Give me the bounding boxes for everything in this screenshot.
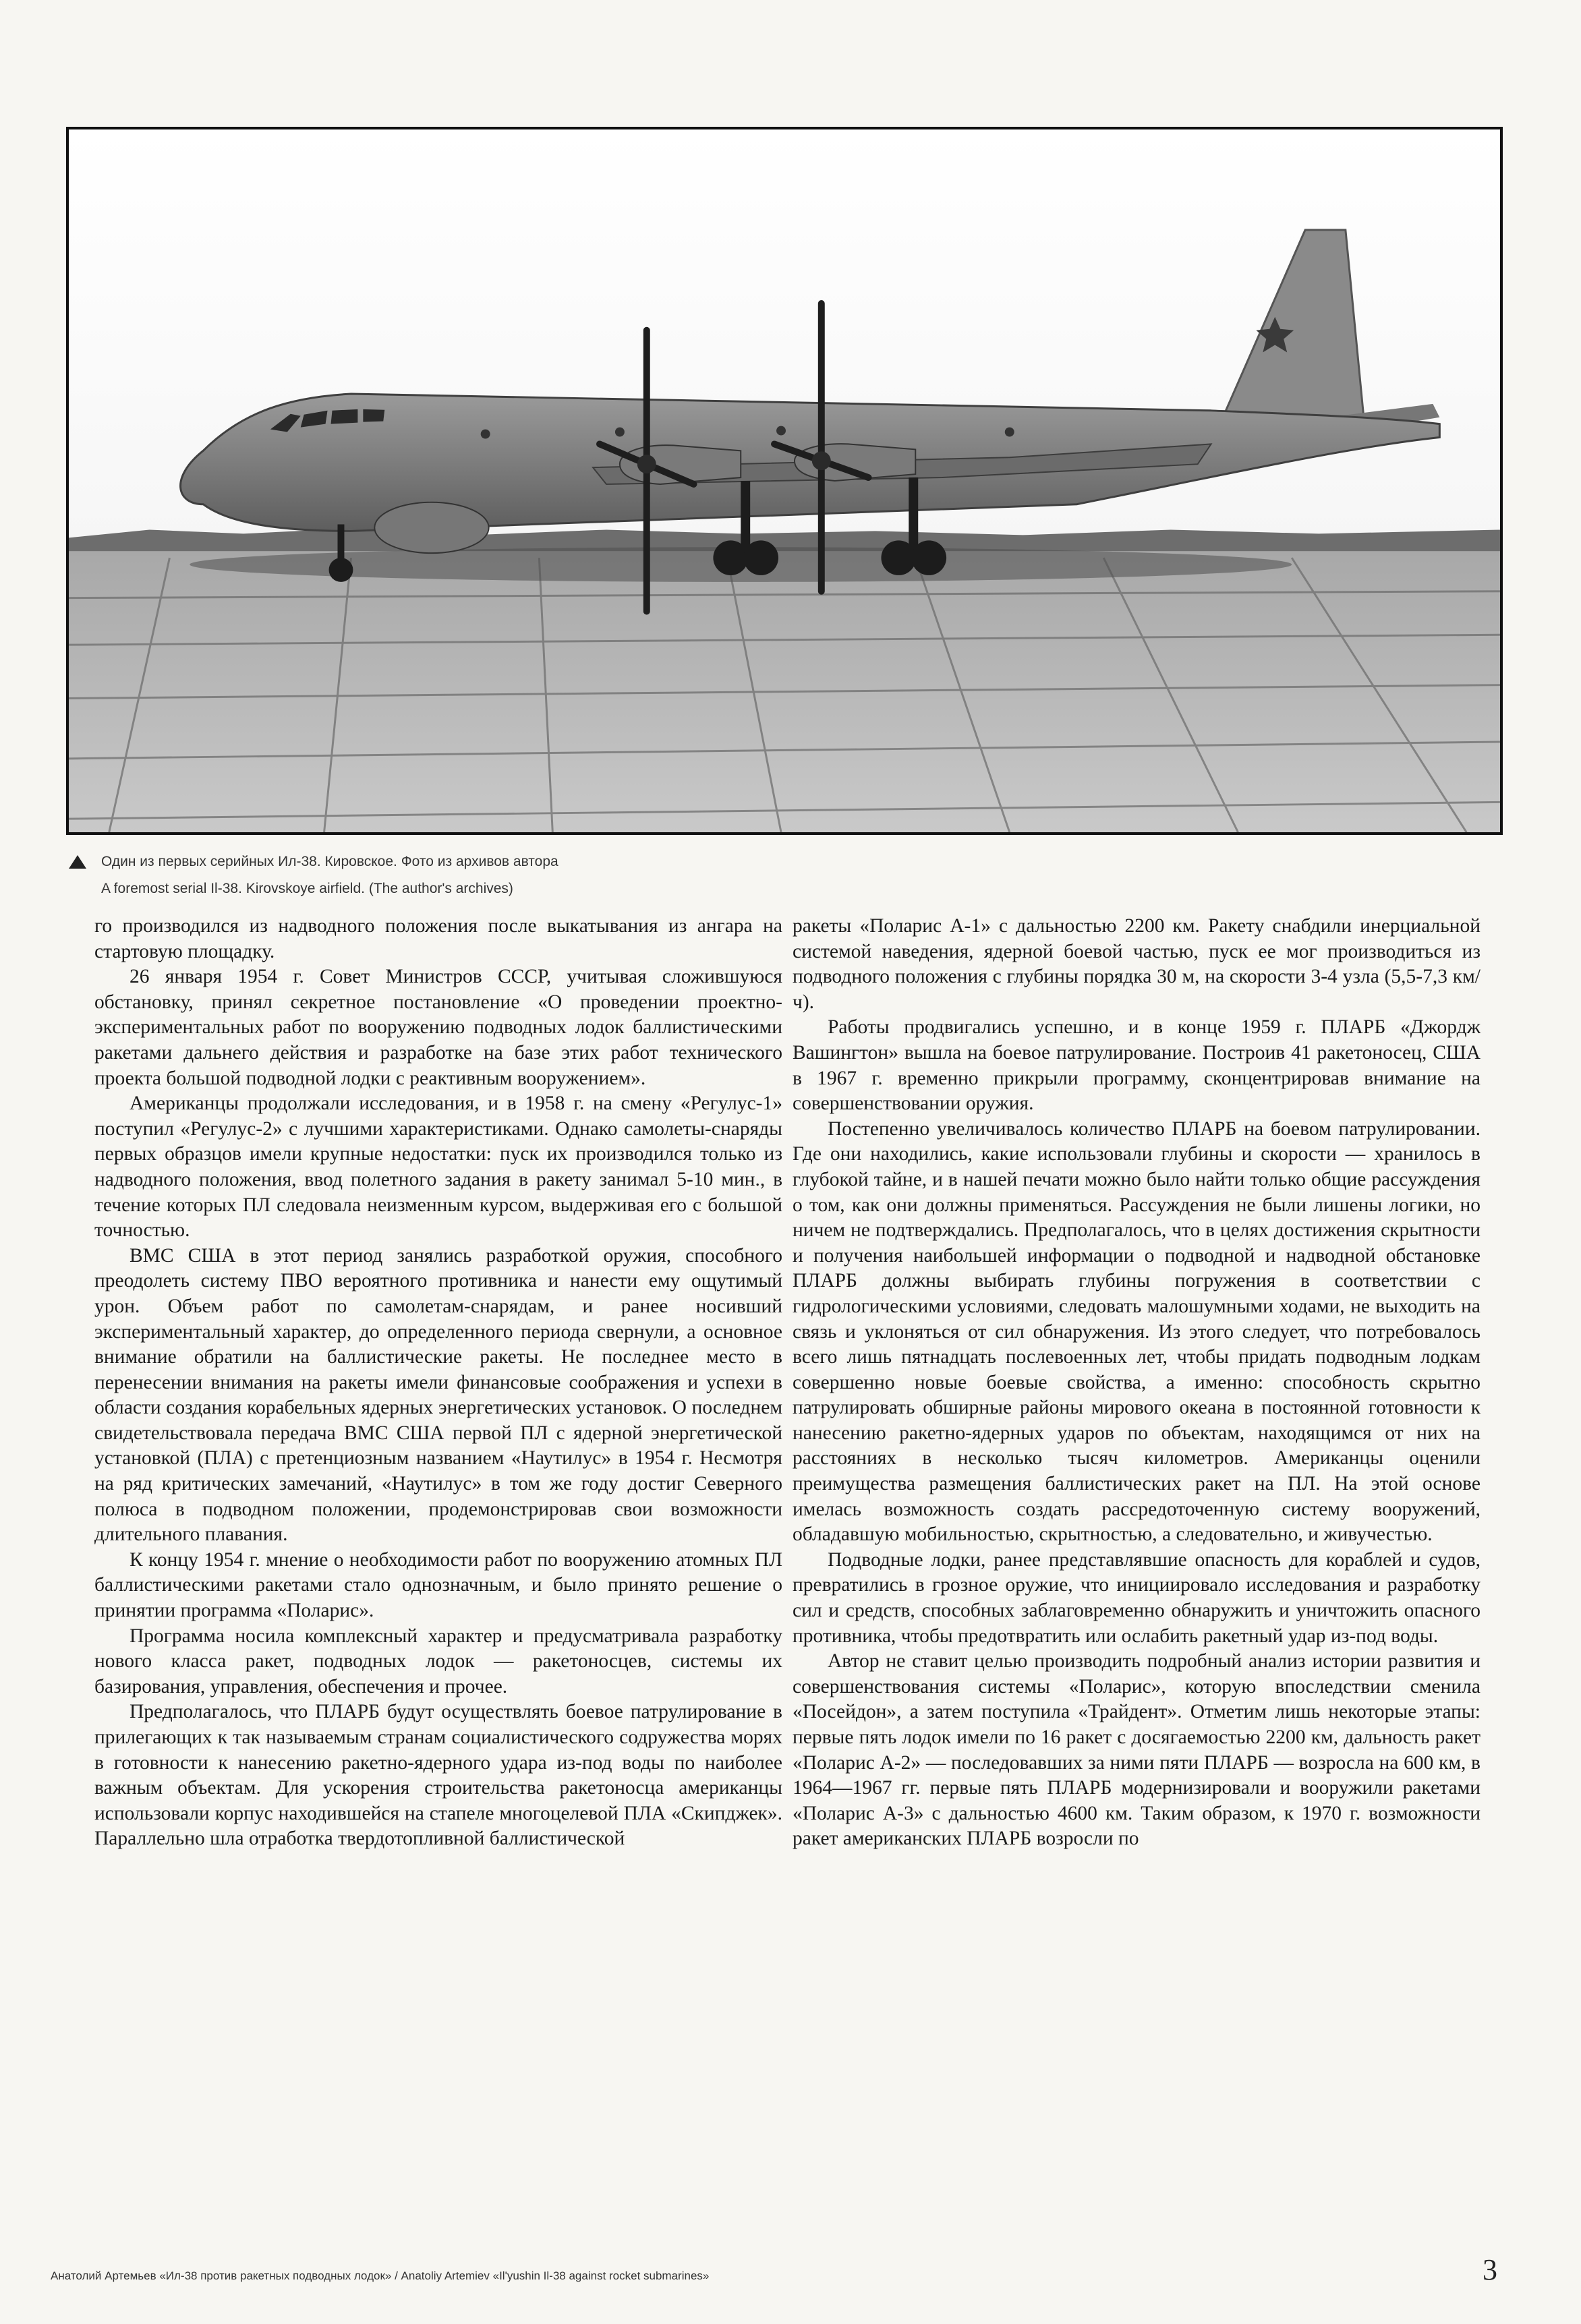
paragraph: Программа носила комплексный характер и предусматривала разработку нового класса ракет, подводных лодок — ракетоносцев, системы их базирования, управления, обеспечения и прочее. bbox=[94, 1625, 782, 1697]
caption-ru-text: Один из первых серийных Ил-38. Кировское. Фото из архивов автора bbox=[101, 854, 558, 869]
caption-english bbox=[66, 875, 875, 902]
paragraph: го производился из надводного положения после выкатывания из ангара на стартовую площадку. bbox=[94, 915, 782, 962]
photo-caption bbox=[66, 848, 875, 902]
caption-russian bbox=[66, 848, 875, 875]
il-38-aircraft-image bbox=[69, 129, 1500, 832]
paragraph: Подводные лодки, ранее представлявшие опасность для кораблей и судов, превратились в грозное оружие, что инициировало исследования и разработку сил и средств, способных заблаговременно обнаружить и уничтожить опасного противника, чтобы предотвратить или ослабить ракетный удар из-под воды. bbox=[793, 1548, 1481, 1647]
paragraph: Предполагалось, что ПЛАРБ будут осуществлять боевое патрулирование в прилегающих к так называемым странам социалистического содружества морях в готовности к нанесению ракетно-ядерного удара из-под воды по наиболее важным объектам. Для ускорения строительства ракетоносца американцы использовали корпус находившейся на стапеле многоцелевой ПЛА «Скипджек». Параллельно шла отработка твердотопливной баллистической bbox=[94, 1701, 782, 1850]
paragraph: Автор не ставит целью производить подробный анализ истории развития и совершенствования системы «Поларис», которую впоследствии сменила «Посейдон», а затем поступила «Трайдент». Отметим лишь некоторые этапы: первые пять лодок имели по 16 ракет с досягаемостью 2200 км, дальность ракет «Поларис А-2» — последовавших за ними пяти ПЛАРБ — возросла на 600 км, в 1964—1967 гг. первые пять ПЛАРБ модернизировали и вооружили ракетами «Поларис А-3» с дальностью 4600 км. Таким образом, к 1970 г. возможности ракет американских ПЛАРБ возросли по bbox=[793, 1650, 1481, 1850]
paragraph: 26 января 1954 г. Совет Министров СССР, учитывая сложившуюся обстановку, принял секретное постановление «О проведении проектно-экспериментальных работ по вооружению подводных лодок баллистическими ракетами дальнего действия и разработке на базе этих работ технического проекта большой подводной лодки с реактивным вооружением». bbox=[94, 966, 782, 1089]
right-text-column bbox=[793, 914, 1481, 1852]
aircraft-photo bbox=[66, 127, 1503, 835]
paragraph: Постепенно увеличивалось количество ПЛАРБ на боевом патрулировании. Где они находились, какие использовали глубины и скорости — хранилось в глубокой тайне, и в нашей печати можно было найти только общие рассуждения о том, как они должны применяться. Рассуждения не были лишены логики, но ничем не подтверждались. Предполагалось, что в целях достижения скрытности и получения наибольшей информации о подводной и надводной обстановке ПЛАРБ должны выбирать глубины погружения в соответствии с гидрологическими условиями, следовать малошумными ходами, не выходить на связь и уклоняться от сил обнаружения. Из этого следует, что потребовалось всего лишь пятнадцать послевоенных лет, чтобы придать подводным лодкам совершенно новые боевые свойства, а именно: способность скрытно патрулировать обширные районы мирового океана в постоянной готовности к нанесению ракетно-ядерных ударов по объектам, находящимся от них на расстояниях в несколько тысяч километров. Американцы оценили преимущества размещения баллистических ракет на ПЛ. На этой основе имелась возможность создать рассредоточенную систему вооружений, обладавшую мобильностью, скрытностью, а следовательно, и живучестью. bbox=[793, 1117, 1481, 1546]
paragraph: Работы продвигались успешно, и в конце 1959 г. ПЛАРБ «Джордж Вашингтон» вышла на боевое патрулирование. Построив 41 ракетоносец, США в 1967 г. временно прикрыли программу, сконцентрировав внимание на совершенствовании оружия. bbox=[793, 1016, 1481, 1115]
triangle-marker-icon bbox=[69, 855, 86, 869]
left-text-column bbox=[94, 914, 782, 1852]
footer-credit: Анатолий Артемьев «Ил-38 против ракетных подводных лодок» / Anatoliy Artemiev «Il'yushin Il-38 against rocket submarines» bbox=[51, 2269, 710, 2282]
caption-en-text: A foremost serial Il-38. Kirovskoye airfield. (The author's archives) bbox=[101, 881, 513, 896]
page-number: 3 bbox=[1483, 2253, 1497, 2286]
paragraph: ВМС США в этот период занялись разработкой оружия, способного преодолеть систему ПВО вероятного противника и нанести ему ощутимый урон. Объем работ по самолетам-снарядам, и ранее носивший экспериментальный характер, до определенного периода свернули, а основное внимание обратили на баллистические ракеты. Не последнее место в перенесении внимания на ракеты имели финансовые соображения и успехи в области создания корабельных ядерных энергетических установок. О последнем свидетельствовала передача ВМС США первой ПЛ с ядерной энергетической установкой (ПЛА) с претенциозным названием «Наутилус» в 1954 г. Несмотря на ряд критических замечаний, «Наутилус» в том же году достиг Северного полюса в подводном положении, продемонстрировав свои возможности длительного плавания. bbox=[94, 1244, 782, 1546]
paragraph: Американцы продолжали исследования, и в 1958 г. на смену «Регулус-1» поступил «Регулус-2» с лучшими характеристиками. Однако самолеты-снаряды первых образцов имели крупные недостатки: пуск их производился только из надводного положения, ввод полетного задания в ракету занимал 5-10 мин., в течение которых ПЛ следовала неизменным курсом, выдерживая его с большой точностью. bbox=[94, 1093, 782, 1242]
paragraph: ракеты «Поларис А-1» с дальностью 2200 км. Ракету снабдили инерциальной системой наведения, ядерной боевой частью, пуск ее мог производиться из подводного положения с глубины порядка 30 м, на скорости 3-4 узла (5,5-7,3 км/ч). bbox=[793, 915, 1481, 1013]
paragraph: К концу 1954 г. мнение о необходимости работ по вооружению атомных ПЛ баллистическими ракетами стало однозначным, и было принято решение о принятии программа «Поларис». bbox=[94, 1548, 782, 1622]
